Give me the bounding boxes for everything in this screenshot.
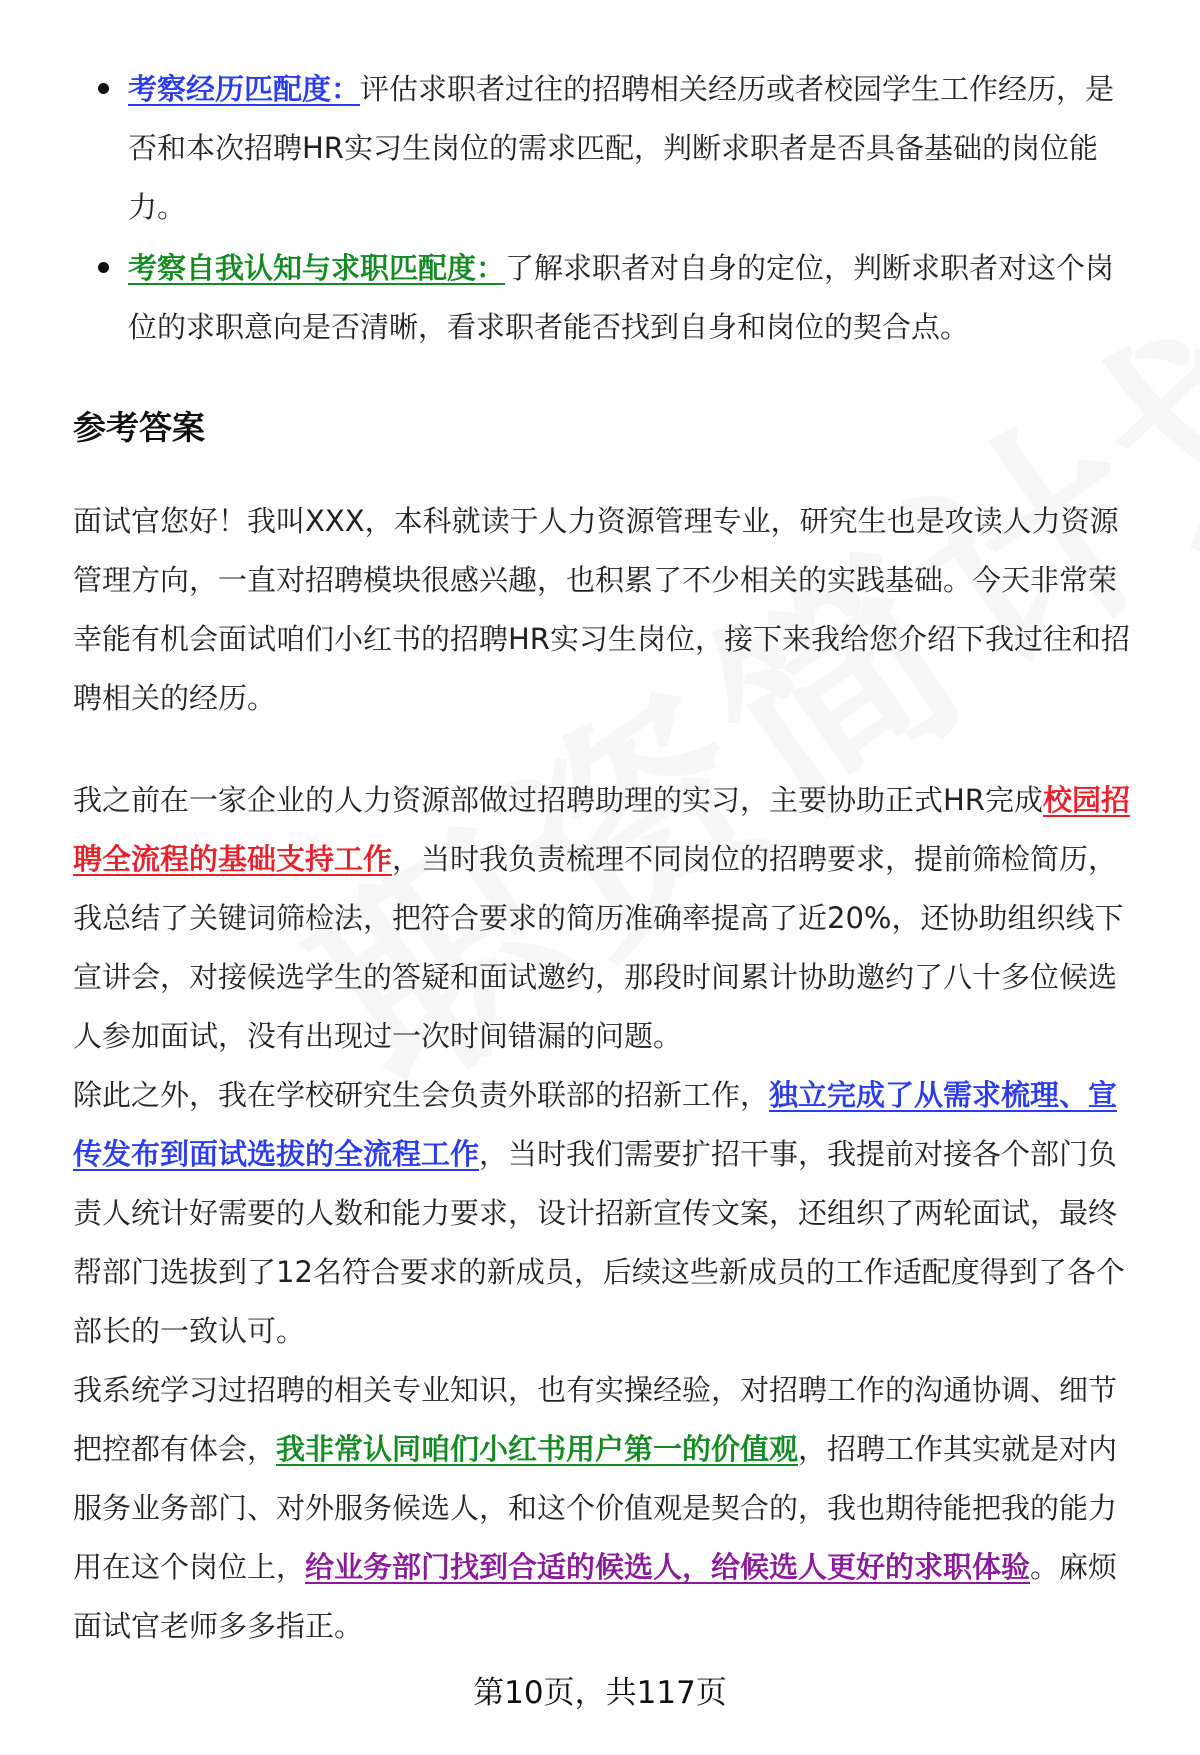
highlight-text: 我非常认同咱们小红书用户第一的价值观 <box>276 1432 799 1466</box>
paragraph-summary <box>73 1361 1141 1656</box>
bullet-text: 评估求职者过往的招聘相关经历或者校园学生工作经历，是否和本次招聘HR实习生岗位的需求匹配，判断求职者是否具备基础的岗位能力。 <box>128 72 1115 224</box>
bullet-highlight: 考察自我认知与求职匹配度： <box>128 251 506 285</box>
paragraph-student-union <box>73 1066 1141 1361</box>
criteria-bullet-list <box>0 60 1200 359</box>
paragraph-text: ，招聘工作其实就是对内服务业务部门、对外服务候选人，和这个价值观是契合的，我也期待能把我的能力用在这个岗位上， <box>73 1432 1118 1584</box>
paragraph-text: 我系统学习过招聘的相关专业知识，也有实操经验，对招聘工作的沟通协调、细节把控都有体会， <box>73 1373 1118 1466</box>
paragraph-text: ，当时我负责梳理不同岗位的招聘要求，提前筛检简历，我总结了关键词筛检法，把符合要求的简历准确率提高了近20%，还协助组织线下宣讲会，对接候选学生的答疑和面试邀约，那段时间累计协助邀约了八十多位候选人参加面试，没有出现过一次时间错漏的问题。 <box>73 842 1124 1053</box>
paragraph-internship <box>73 771 1141 1066</box>
paragraph-text: ，当时我们需要扩招干事，我提前对接各个部门负责人统计好需要的人数和能力要求，设计招新宣传文案，还组织了两轮面试，最终帮部门选拔到了12名符合要求的新成员，后续这些新成员的工作适配度得到了各个部长的一致认可。 <box>73 1137 1125 1348</box>
page-number-footer: 第10页，共117页 <box>473 1675 727 1711</box>
list-item <box>128 60 1140 237</box>
highlight-text: 校园招聘全流程的基础支持工作 <box>73 783 1130 876</box>
paragraph-text: 我之前在一家企业的人力资源部做过招聘助理的实习，主要协助正式HR完成 <box>73 783 1043 817</box>
paragraph-text: 除此之外，我在学校研究生会负责外联部的招新工作， <box>73 1078 770 1112</box>
bullet-highlight: 考察经历匹配度： <box>128 72 361 106</box>
bullet-icon <box>98 83 109 94</box>
highlight-text: 给业务部门找到合适的候选人，给候选人更好的求职体验 <box>305 1550 1031 1584</box>
list-item <box>128 239 1140 357</box>
bullet-icon <box>98 262 109 273</box>
section-heading: 参考答案 <box>73 408 205 447</box>
bullet-text: 了解求职者对自身的定位，判断求职者对这个岗位的求职意向是否清晰，看求职者能否找到自身和岗位的契合点。 <box>128 251 1115 344</box>
paragraph-intro: 面试官您好！我叫XXX，本科就读于人力资源管理专业，研究生也是攻读人力资源管理方向，一直对招聘模块很感兴趣，也积累了不少相关的实践基础。今天非常荣幸能有机会面试咱们小红书的招聘HR实习生岗位，接下来我给您介绍下我过往和招聘相关的经历。 <box>73 504 1130 715</box>
highlight-text: 独立完成了从需求梳理、宣传发布到面试选拔的全流程工作 <box>73 1078 1118 1171</box>
paragraph-text: 。麻烦面试官老师多多指正。 <box>73 1550 1118 1643</box>
